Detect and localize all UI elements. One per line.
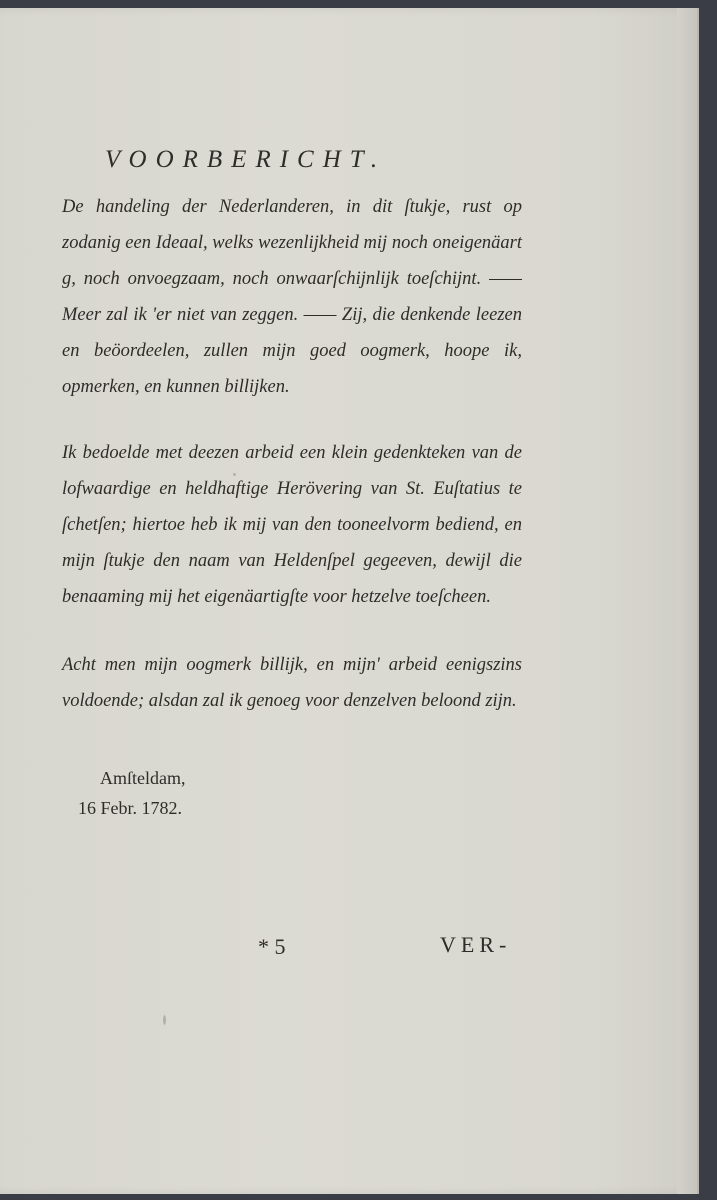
paper-speck (233, 473, 236, 476)
catchword: VER- (440, 932, 512, 957)
paragraph-3: Acht men mijn oogmerk billijk, en mijn' arbeid eenigszins voldoende; alsdan zal ik genoeg voor denzelven beloond zijn. (62, 655, 522, 711)
paper-speck (163, 1015, 166, 1025)
book-page (0, 8, 699, 1194)
page-edge (677, 8, 697, 1194)
page-title: VOORBERICHT. (105, 146, 387, 173)
paragraph-1: De handeling der Nederlanderen, in dit ſtukje, rust op zodanig een Ideaal, welks wezenlijkheid mij noch oneigenäart g, noch onvoegzaam, noch onwaarſchijnlijk toeſchijnt. —— Meer zal ik 'er niet van zeggen. —— Zij, die denkende leezen en beöordeelen, zullen mijn goed oogmerk, hoope ik, opmerken, en kunnen billijken. (62, 197, 522, 397)
signature-mark: * 5 (258, 934, 286, 959)
date-line: 16 Febr. 1782. (78, 798, 183, 818)
place-line: Amſteldam, (100, 768, 186, 788)
paragraph-2: Ik bedoelde met deezen arbeid een klein gedenkteken van de lofwaardige en heldhaftige Herövering van St. Euſtatius te ſchetſen; hiertoe heb ik mij van den tooneelvorm bediend, en mijn ſtukje den naam van Heldenſpel gegeeven, dewijl die benaaming mij het eigenäartigſte voor hetzelve toeſcheen. (62, 443, 522, 607)
